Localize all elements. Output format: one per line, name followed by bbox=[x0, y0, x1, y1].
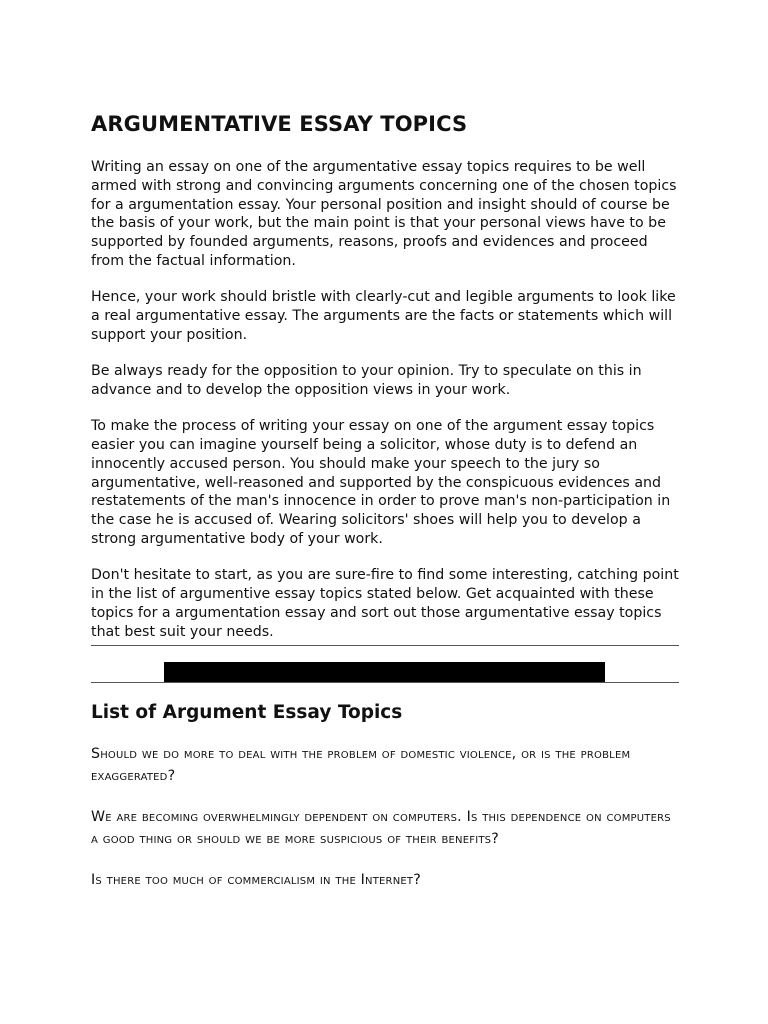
paragraph-3: Be always ready for the opposition to your opinion. Try to speculate on this in advance and to develop the opposition views in your work. bbox=[91, 363, 642, 398]
divider-top bbox=[91, 645, 679, 646]
topic-item-3: Is there too much of commercialism in the Internet? bbox=[91, 872, 421, 889]
paragraph-2: Hence, your work should bristle with clearly-cut and legible arguments to look like a real argumentative essay. The arguments are the facts or statements which will support your position. bbox=[91, 289, 676, 343]
page-title: ARGUMENTATIVE ESSAY TOPICS bbox=[91, 112, 468, 136]
topic-item-1: Should we do more to deal with the problem of domestic violence, or is the problem exaggerated? bbox=[91, 746, 631, 784]
redaction-bar bbox=[164, 662, 605, 683]
paragraph-1: Writing an essay on one of the argumentative essay topics requires to be well armed with strong and convincing arguments concerning one of the chosen topics for a argumentation essay. Your personal position and insight should of course be the basis of your work, but the main point is that your personal views have to be supported by founded arguments, reasons, proofs and evidences and proceed from the factual information. bbox=[91, 159, 677, 269]
intro-body bbox=[91, 158, 679, 659]
list-title: List of Argument Essay Topics bbox=[91, 702, 403, 723]
paragraph-4: To make the process of writing your essay on one of the argument essay topics easier you can imagine yourself being a solicitor, whose duty is to defend an innocently accused person. You should make your speech to the jury so argumentative, well-reasoned and supported by the conspicuous evidences and restatements of the man's innocence in order to prove man's non-participation in the case he is accused of. Wearing solicitors' shoes will help you to develop a strong argumentative body of your work. bbox=[91, 418, 671, 548]
topic-list bbox=[91, 744, 679, 912]
divider-bottom bbox=[91, 682, 679, 683]
paragraph-5: Don't hesitate to start, as you are sure-fire to find some interesting, catching point in the list of argumentive essay topics stated below. Get acquainted with these topics for a argumentation essay and sort out those argumentative essay topics that best suit your needs. bbox=[91, 567, 679, 640]
topic-item-2: We are becoming overwhelmingly dependent on computers. Is this dependence on computers a good thing or should we be more suspicious of their benefits? bbox=[91, 809, 671, 847]
